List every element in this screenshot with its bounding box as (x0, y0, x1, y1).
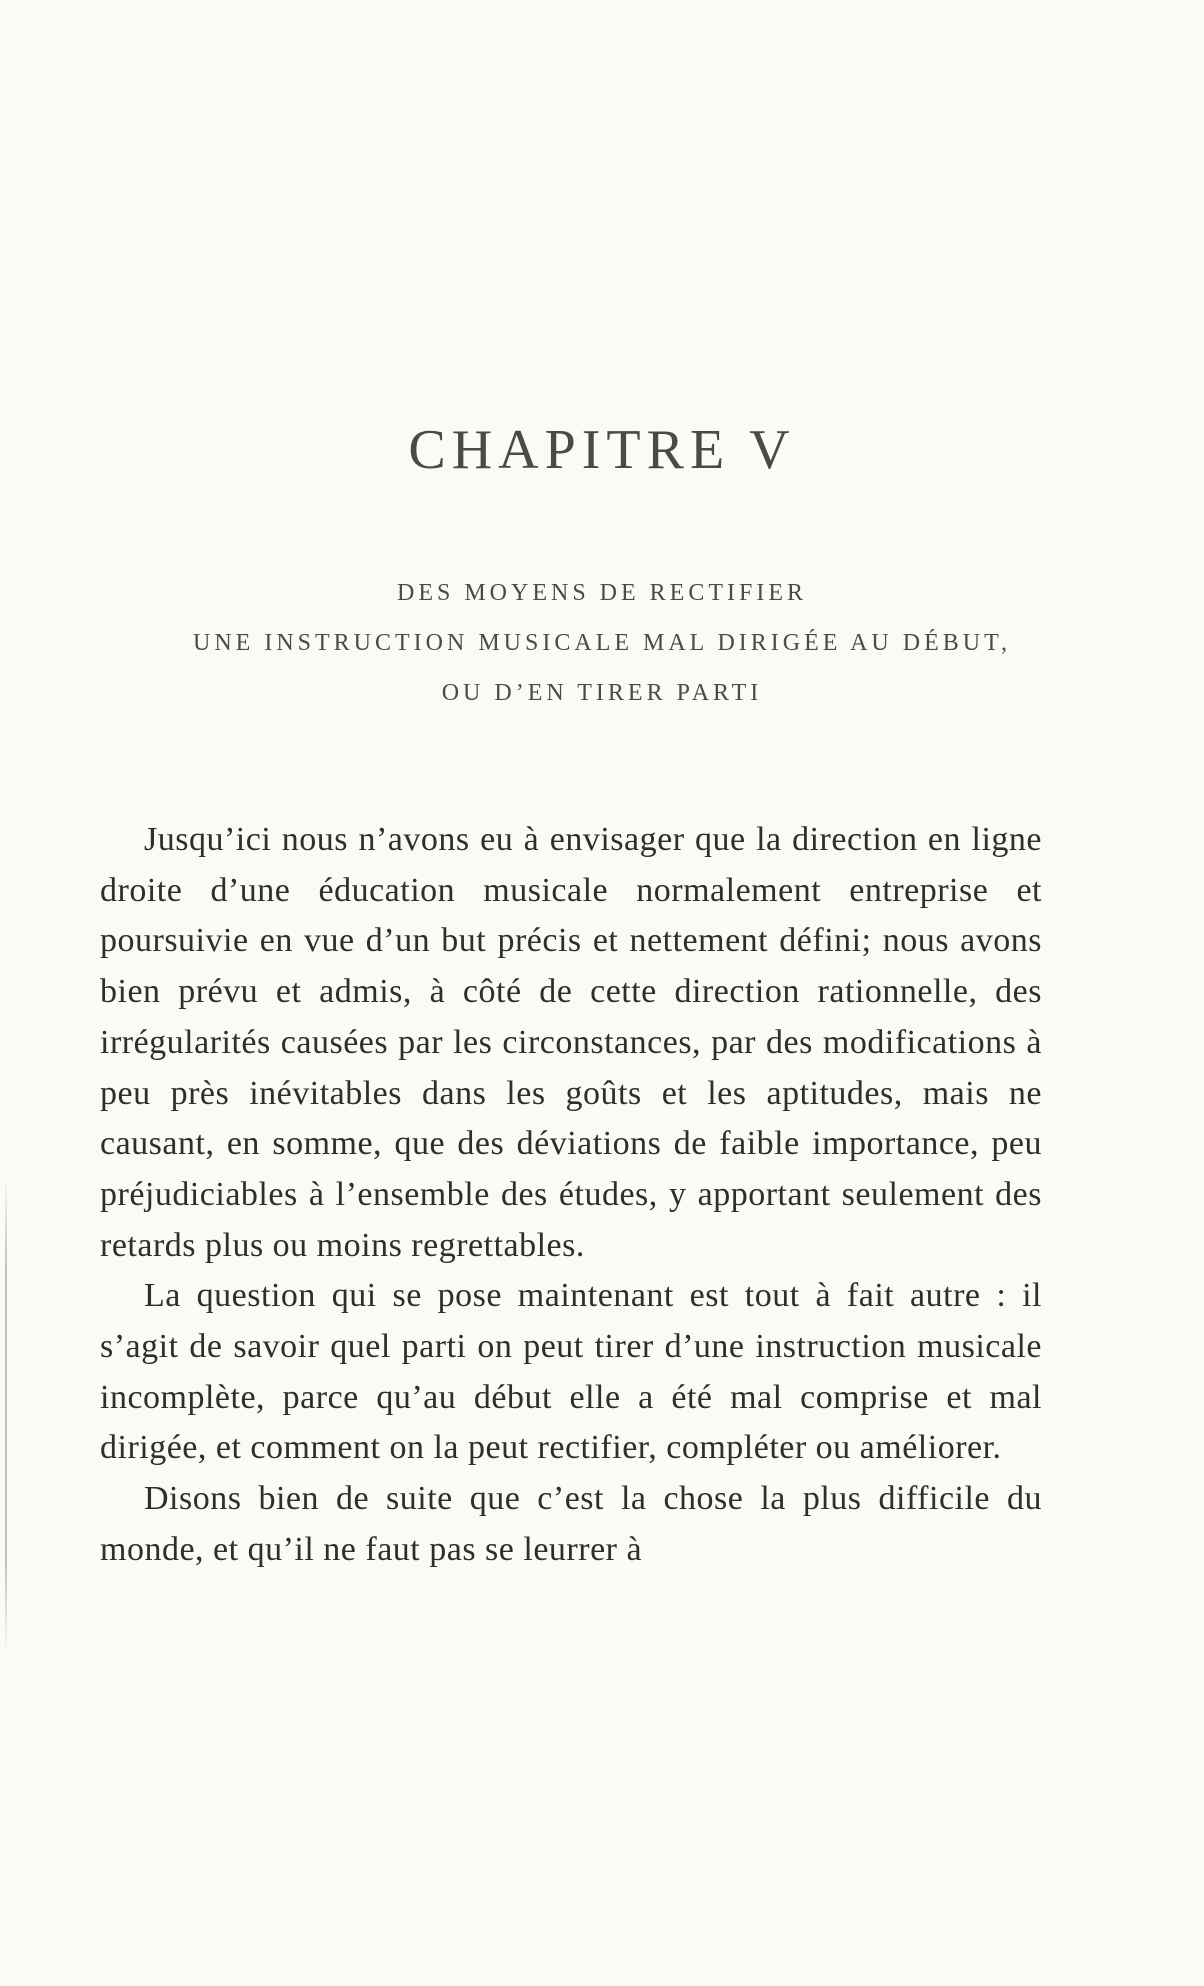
paragraph: Disons bien de suite que c’est la chose la plus difficile du monde, et qu’il ne faut pas se leurrer à (100, 1480, 1042, 1568)
chapter-title: CHAPITRE V (408, 419, 796, 481)
subtitle-line: DES MOYENS DE RECTIFIER (396, 580, 807, 606)
chapter-subtitle (0, 568, 1204, 718)
paragraph: Jusqu’ici nous n’avons eu à envisager que la direction en ligne droite d’une éducation musicale normalement entreprise et poursuivie en vue d’un but précis et nettement défini; nous avons bien prévu et admis, à côté de cette direction rationnelle, des irrégularités causées par les circonstances, par des modifications à peu près inévitables dans les goûts et les aptitudes, mais ne causant, en somme, que des déviations de faible importance, peu préjudiciables à l’ensemble des études, y apportant seulement des retards plus ou moins regrettables. (100, 821, 1042, 1264)
subtitle-line: OU D’EN TIRER PARTI (441, 680, 763, 706)
subtitle-line: UNE INSTRUCTION MUSICALE MAL DIRIGÉE AU DÉBUT, (193, 630, 1011, 656)
scan-margin-line (5, 1175, 7, 1655)
paragraph: La question qui se pose maintenant est tout à fait autre : il s’agit de savoir quel parti on peut tirer d’une instruction musicale incomplète, parce qu’au début elle a été mal comprise et mal dirigée, et comment on la peut rectifier, compléter ou améliorer. (100, 1277, 1042, 1467)
chapter-body (100, 815, 1042, 1576)
